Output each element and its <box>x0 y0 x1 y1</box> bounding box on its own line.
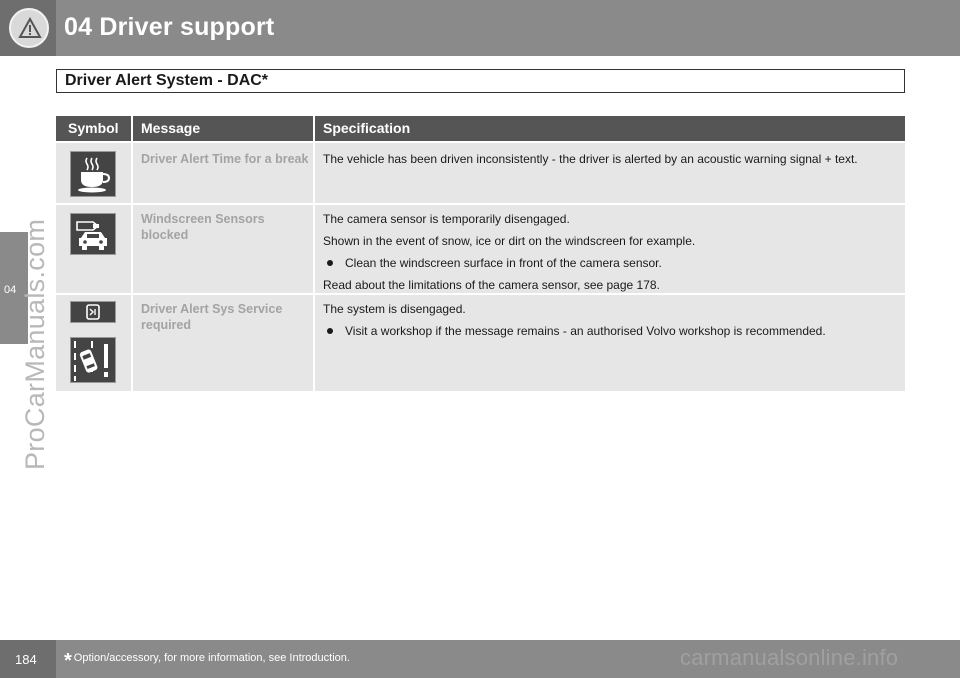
row-message: Driver Alert Sys Service required <box>141 302 283 332</box>
table-row <box>56 293 905 391</box>
column-divider <box>131 295 133 391</box>
column-divider <box>313 205 315 293</box>
side-watermark: ProCarManuals.com <box>20 218 50 470</box>
header-divider <box>131 116 133 141</box>
car-camera-icon <box>70 213 116 255</box>
footnote-text: Option/accessory, for more information, see Introduction. <box>73 652 350 664</box>
table-row <box>56 141 905 203</box>
header-specification: Specification <box>323 120 411 136</box>
footer-page-area <box>0 640 56 678</box>
lane-departure-warning-icon <box>70 337 116 383</box>
table-header <box>56 116 905 141</box>
coffee-cup-icon <box>70 151 116 197</box>
footnote-star: * <box>64 650 72 672</box>
warning-triangle-icon <box>9 8 49 48</box>
spec-text: The vehicle has been driven inconsistently - the driver is alerted by an acoustic warning signal + text. <box>323 152 858 166</box>
row-message: Driver Alert Time for a break <box>141 152 309 166</box>
table-row <box>56 203 905 293</box>
section-title-box <box>56 69 905 93</box>
spec-bullet: Clean the windscreen surface in front of the camera sensor. <box>323 255 903 271</box>
message-table <box>56 116 905 391</box>
column-divider <box>131 143 133 203</box>
symbol-cell <box>56 143 131 203</box>
column-divider <box>313 295 315 391</box>
row-specification <box>323 301 903 345</box>
header-icon-area <box>0 0 56 56</box>
row-specification <box>323 151 903 173</box>
spec-text: The camera sensor is temporarily disengaged. <box>323 212 570 226</box>
page-number: 184 <box>15 652 37 667</box>
spec-text: The system is disengaged. <box>323 302 466 316</box>
chapter-header <box>0 0 960 56</box>
footnote <box>64 650 350 673</box>
chapter-title: 04 Driver support <box>64 13 275 41</box>
column-divider <box>131 205 133 293</box>
row-specification <box>323 211 903 299</box>
row-message: Windscreen Sensors blocked <box>141 212 265 242</box>
header-message: Message <box>141 120 201 136</box>
section-title: Driver Alert System - DAC* <box>65 72 269 89</box>
chapter-tab-label: 04 <box>4 284 17 296</box>
bottom-watermark: carmanualsonline.info <box>680 645 899 670</box>
spec-text: Read about the limitations of the camera sensor, see page 178. <box>323 278 660 292</box>
spec-bullet: Visit a workshop if the message remains - an authorised Volvo workshop is recommended. <box>323 323 903 339</box>
spec-text: Shown in the event of snow, ice or dirt on the windscreen for example. <box>323 234 696 248</box>
symbol-cell <box>56 205 131 293</box>
symbol-cell <box>56 295 131 391</box>
header-divider <box>313 116 315 141</box>
column-divider <box>313 143 315 203</box>
service-wrench-icon <box>70 301 116 323</box>
header-symbol: Symbol <box>68 120 119 136</box>
